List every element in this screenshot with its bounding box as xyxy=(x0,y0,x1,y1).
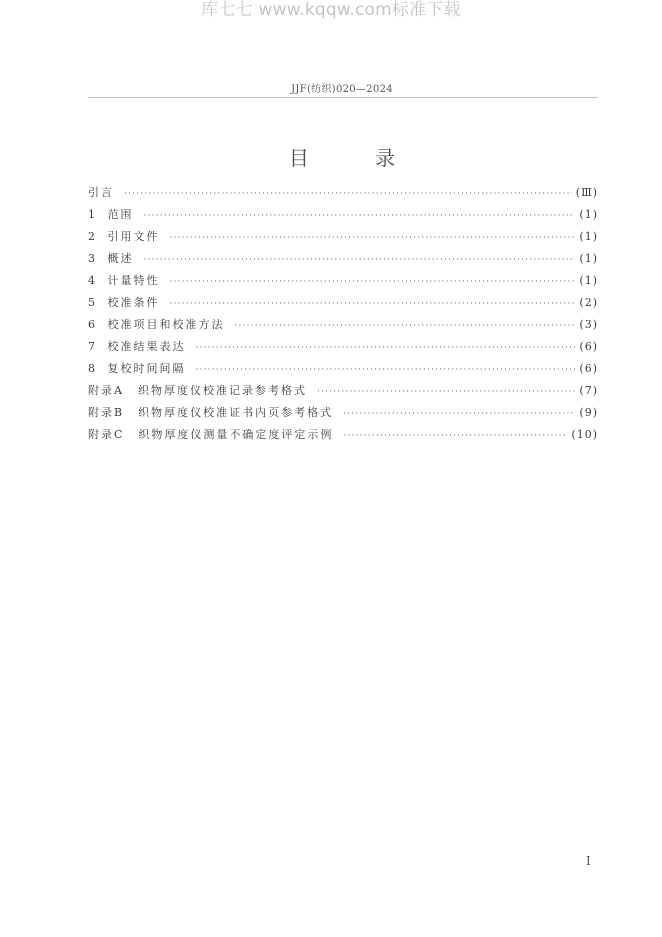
toc-leader-dots xyxy=(170,271,576,293)
toc-leader-dots xyxy=(170,293,576,315)
toc-entry-number: 附录A xyxy=(88,384,124,397)
toc-entry-metrological-characteristics[interactable] xyxy=(88,270,598,292)
toc-entry-label: 范围 xyxy=(107,208,134,221)
toc-entry-label: 引用文件 xyxy=(107,230,160,243)
header-divider xyxy=(88,97,598,98)
toc-entry-page: (2) xyxy=(579,296,598,309)
toc-leader-dots xyxy=(343,425,567,447)
toc-entry-label: 校准条件 xyxy=(107,296,160,309)
toc-entry-calibration-conditions[interactable] xyxy=(88,292,598,314)
toc-entry-label: 校准项目和校准方法 xyxy=(107,318,225,331)
toc-entry-page: (6) xyxy=(579,362,598,375)
toc-entry-label: 织物厚度仪校准证书内页参考格式 xyxy=(138,406,334,419)
toc-entry-page: (6) xyxy=(579,340,598,353)
toc-leader-dots xyxy=(144,249,576,271)
toc-leader-dots xyxy=(317,381,575,403)
toc-entry-calibration-items-methods[interactable] xyxy=(88,314,598,336)
toc-entry-number: 8 xyxy=(88,362,96,375)
toc-entry-label: 计量特性 xyxy=(107,274,160,287)
toc-entry-label: 织物厚度仪校准记录参考格式 xyxy=(137,384,307,397)
toc-entry-number: 4 xyxy=(88,274,96,287)
toc-leader-dots xyxy=(235,315,576,337)
toc-entry-page: (10) xyxy=(571,428,598,441)
document-code: JJF(纺织)020—2024 xyxy=(291,84,393,95)
toc-entry-number: 3 xyxy=(88,252,96,265)
toc-entry-appendix-b[interactable] xyxy=(88,402,598,424)
toc-entry-number: 2 xyxy=(88,230,96,243)
toc-entry-page: (1) xyxy=(579,208,598,221)
toc-entry-page: (7) xyxy=(579,384,598,397)
toc-entry-page: (3) xyxy=(579,318,598,331)
table-of-contents xyxy=(88,182,598,446)
toc-entry-label: 复校时间间隔 xyxy=(107,362,186,375)
toc-entry-page: (9) xyxy=(579,406,598,419)
toc-entry-overview[interactable] xyxy=(88,248,598,270)
toc-entry-label: 校准结果表达 xyxy=(107,340,186,353)
toc-entry-label: 织物厚度仪测量不确定度评定示例 xyxy=(138,428,334,441)
toc-leader-dots xyxy=(124,183,572,205)
toc-entry-scope[interactable] xyxy=(88,204,598,226)
toc-leader-dots xyxy=(170,227,576,249)
toc-entry-foreword[interactable] xyxy=(88,182,598,204)
page-number: I xyxy=(586,854,591,868)
toc-entry-result-expression[interactable] xyxy=(88,336,598,358)
toc-entry-appendix-a[interactable] xyxy=(88,380,598,402)
toc-leader-dots xyxy=(196,359,576,381)
toc-entry-page: (Ⅲ) xyxy=(575,186,598,199)
toc-entry-appendix-c[interactable] xyxy=(88,424,598,446)
toc-entry-label: 概述 xyxy=(107,252,134,265)
toc-entry-number: 5 xyxy=(88,296,96,309)
toc-entry-page: (1) xyxy=(579,230,598,243)
toc-entry-recalibration-interval[interactable] xyxy=(88,358,598,380)
toc-entry-page: (1) xyxy=(579,252,598,265)
toc-title: 目 录 xyxy=(288,146,426,170)
toc-leader-dots xyxy=(196,337,576,359)
toc-entry-references[interactable] xyxy=(88,226,598,248)
toc-leader-dots xyxy=(343,403,575,425)
toc-entry-number: 附录C xyxy=(88,428,125,441)
watermark-text: 库七七 www.kqqw.com标准下载 xyxy=(201,0,461,20)
toc-entry-number: 1 xyxy=(88,208,96,221)
toc-entry-number: 6 xyxy=(88,318,96,331)
toc-entry-number: 7 xyxy=(88,340,96,353)
toc-entry-number: 附录B xyxy=(88,406,125,419)
toc-entry-label: 引言 xyxy=(88,186,114,199)
toc-leader-dots xyxy=(144,205,576,227)
toc-entry-page: (1) xyxy=(579,274,598,287)
